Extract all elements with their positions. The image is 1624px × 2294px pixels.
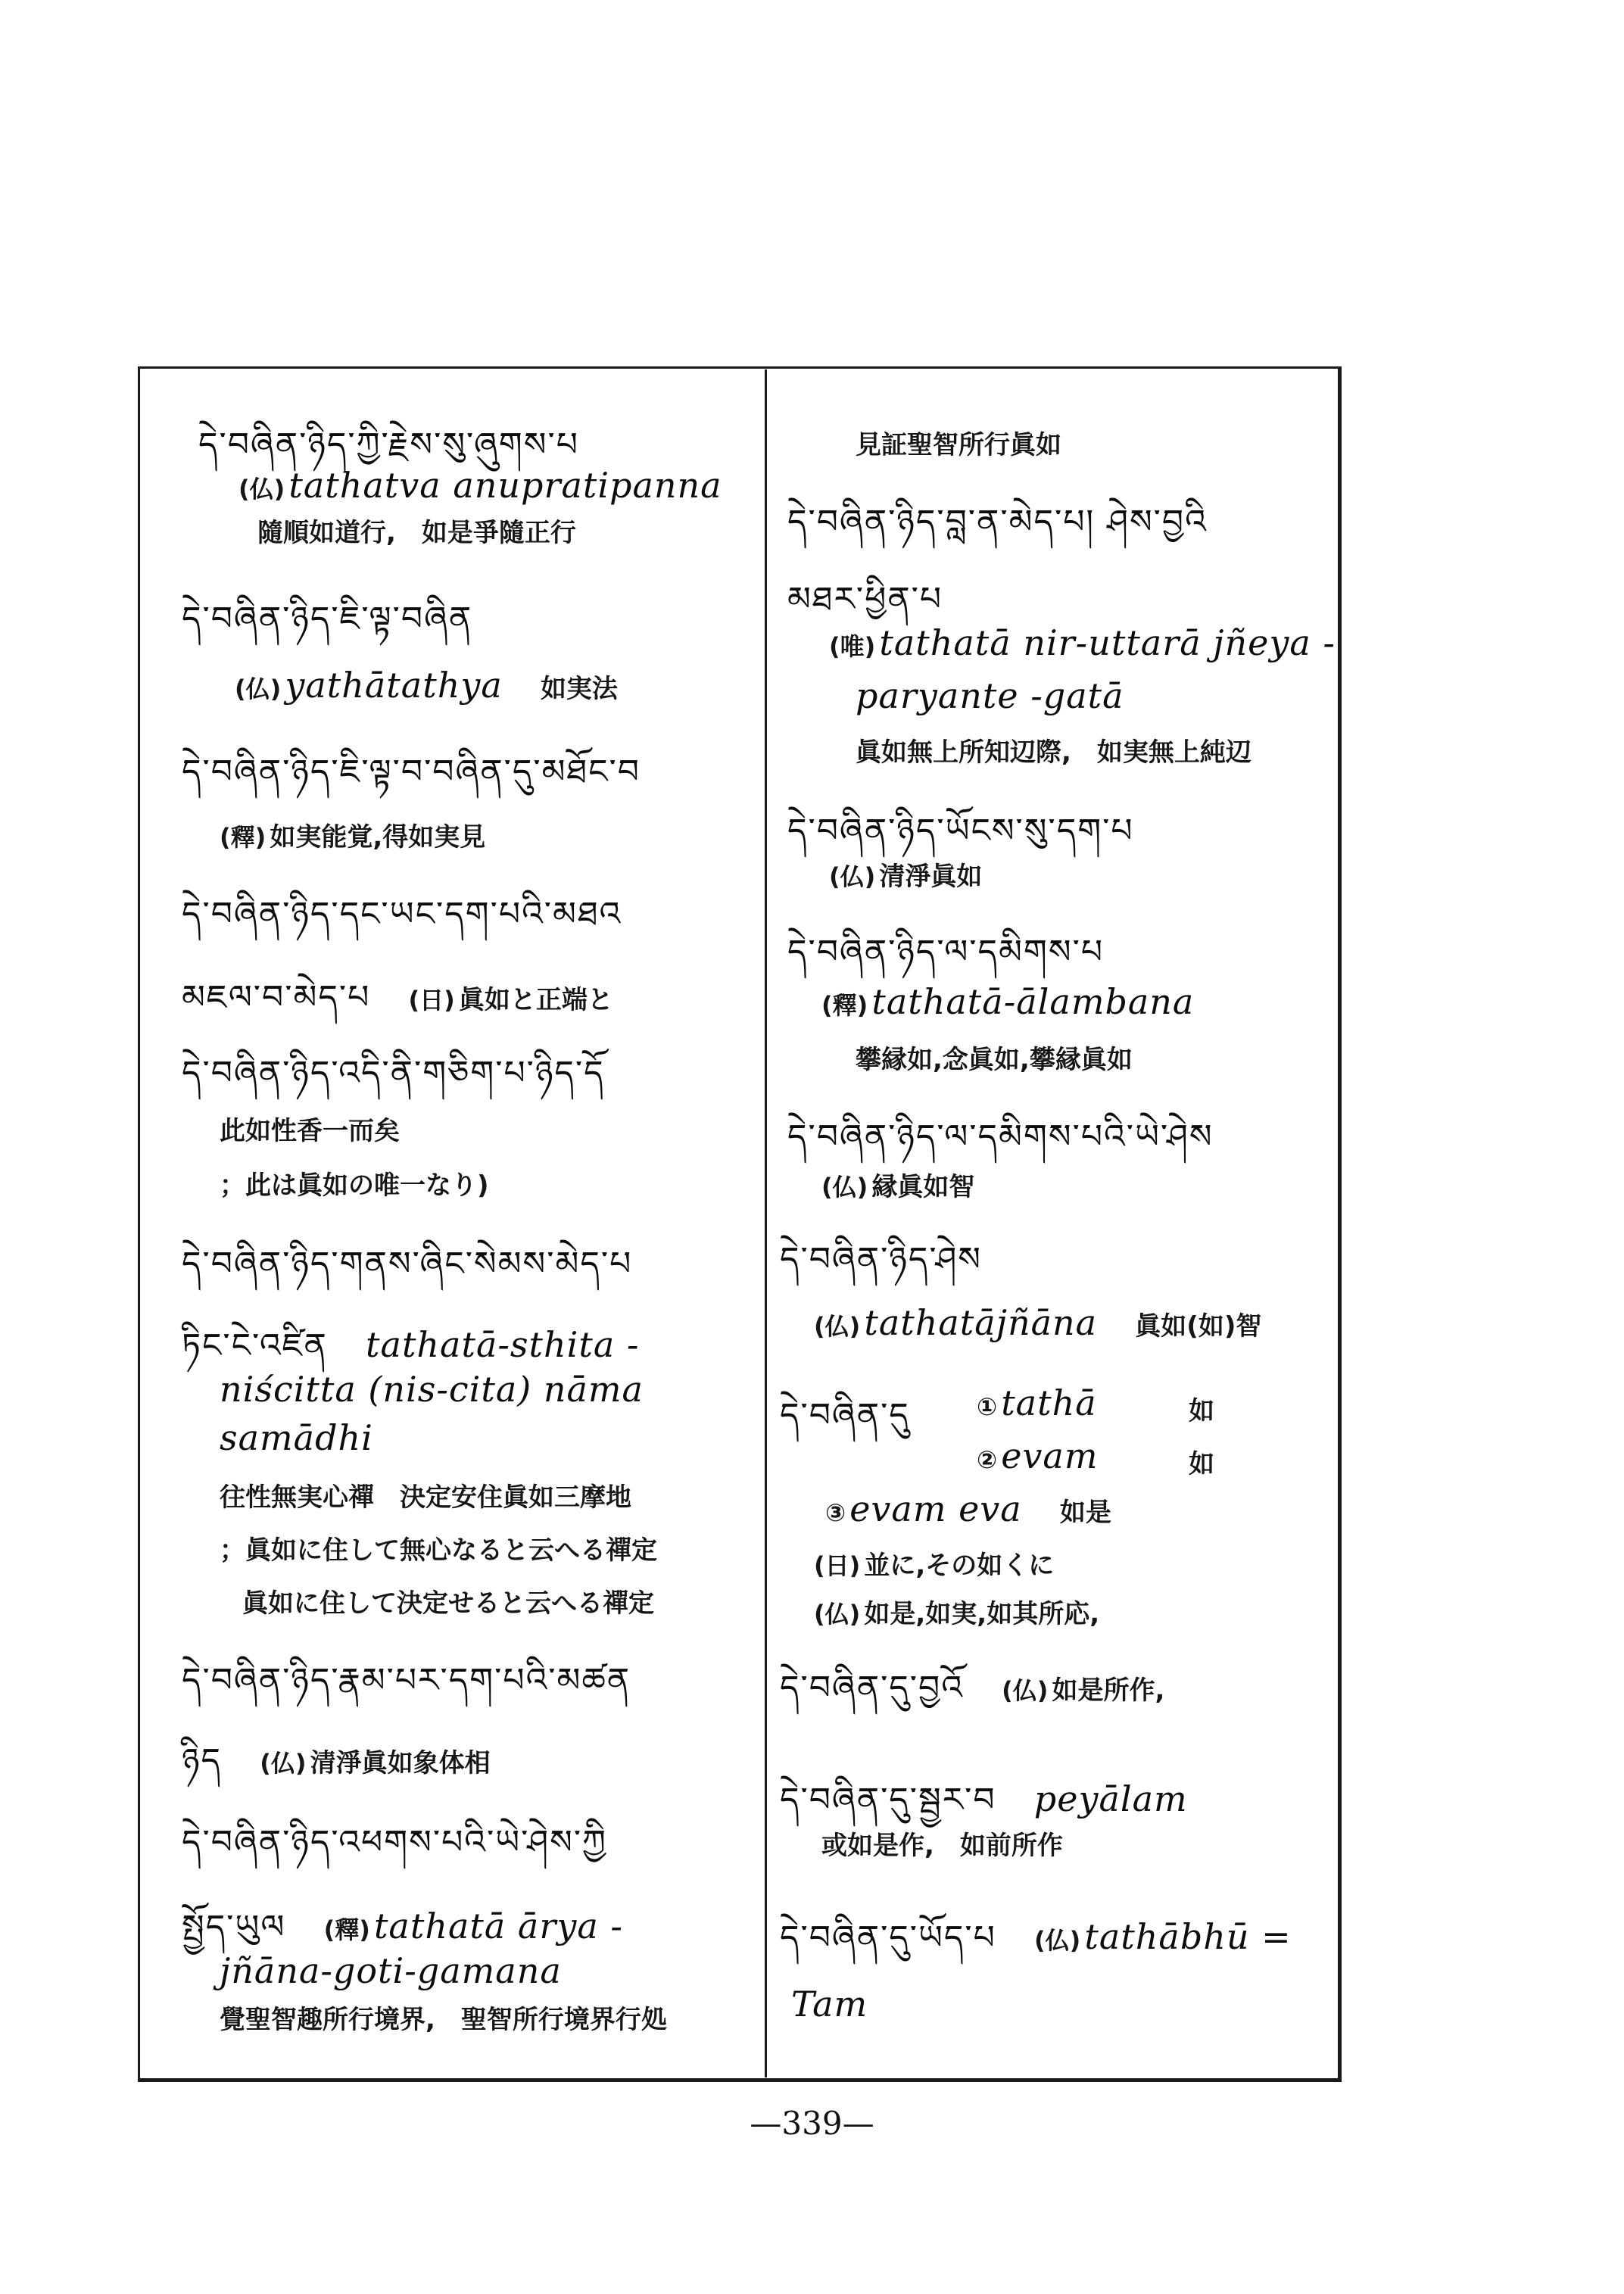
right-entry-7-tag-bu: (仏): [814, 1600, 861, 1629]
entry-1-sanskrit-line: [238, 465, 722, 506]
sense-1-number: ①: [977, 1392, 998, 1421]
right-entry-9-gloss: 或如是作, 如前所作: [821, 1831, 1063, 1861]
right-entry-10-tibetan: དེ་བཞིན་དུ་ཡོད་པ: [780, 1918, 996, 1957]
entry-4-tag: (日): [408, 986, 455, 1015]
entry-3-tibetan: དེ་བཞིན་ཉིད་ཇི་ལྟ་བ་བཞིན་དུ་མཐོང་བ: [182, 753, 641, 791]
entry-6-tibetan-cont: ཏིང་ངེ་འཛིན: [182, 1326, 328, 1365]
right-entry-7-sense-1: [977, 1382, 1097, 1423]
right-entry-6-sanskrit-line: [814, 1302, 1261, 1343]
right-entry-7-tibetan: དེ་བཞིན་དུ: [780, 1396, 910, 1435]
entry-7-tibetan-cont: ཉིད: [182, 1741, 223, 1780]
right-entry-3-tibetan: དེ་བཞིན་ཉིད་ཡོངས་སུ་དག་པ: [787, 812, 1134, 850]
right-entry-10-romanized-cont: Tam: [791, 1984, 868, 2024]
right-entry-5-gloss-line: [821, 1166, 974, 1203]
right-entry-7-buddhist-line: [814, 1593, 1099, 1630]
entry-4-gloss: 眞如と正端と: [458, 985, 613, 1015]
entry-3-gloss-line: [220, 816, 485, 853]
right-entry-4-romanized: tathatā-ālambana: [871, 981, 1195, 1022]
sense-3-number: ③: [825, 1498, 846, 1527]
right-entry-9-romanized: peyālam: [1033, 1778, 1188, 1819]
right-entry-3-gloss-line: [829, 856, 982, 893]
right-entry-7-gloss-bu: 如是,如実,如其所応,: [864, 1599, 1100, 1629]
right-entry-5-tag: (仏): [821, 1173, 868, 1202]
entry-7-tag: (仏): [260, 1749, 307, 1778]
right-entry-3-gloss: 清淨眞如: [879, 862, 983, 892]
entry-1-gloss: 隨順如道行, 如是爭隨正行: [257, 518, 576, 548]
right-entry-2-tibetan-cont: མཐར་ཕྱིན་པ: [787, 580, 943, 619]
right-entry-6-tibetan: དེ་བཞིན་ཉིད་ཤེས: [780, 1240, 982, 1279]
entry-3-gloss: 如実能覚,得如実見: [270, 822, 486, 852]
entry-7-gloss: 清淨眞如象体相: [310, 1748, 491, 1778]
right-entry-6-romanized: tathatājñāna: [864, 1302, 1098, 1343]
entry-6-gloss-japanese-b: 眞如に住して決定せると云へる禪定: [242, 1588, 654, 1619]
entry-8-gloss: 覺聖智趣所行境界, 聖智所行境界行処: [220, 2005, 667, 2035]
entry-6-gloss-chinese: 往性無実心禪 決定安住眞如三摩地: [220, 1482, 631, 1513]
sense-1-gloss: 如: [1189, 1396, 1214, 1426]
right-entry-7-japanese-line: [814, 1544, 1054, 1582]
entry-4-tibetan: དེ་བཞིན་ཉིད་དང་ཡང་དག་པའི་མཐའ: [182, 895, 622, 933]
right-entry-10-romanized: tathābhū =: [1084, 1916, 1292, 1957]
right-entry-4-tibetan: དེ་བཞིན་ཉིད་ལ་དམིགས་པ: [787, 933, 1105, 971]
right-entry-8-gloss: 如是所作,: [1052, 1675, 1165, 1706]
entry-1-romanized: tathatva anupratipanna: [288, 465, 722, 506]
sense-2-number: ②: [977, 1445, 998, 1474]
entry-4-tibetan-cont: མཇལ་བ་མེད་པ: [182, 978, 371, 1017]
entry-1-tag: (仏): [238, 475, 285, 503]
entry-5-tibetan: དེ་བཞིན་ཉིད་འདི་ནི་གཅིག་པ་ཉིད་དོ: [182, 1054, 605, 1092]
right-entry-8-line: [780, 1650, 1164, 1744]
right-entry-2-tag: (唯): [829, 632, 876, 661]
right-entry-5-tibetan: དེ་བཞིན་ཉིད་ལ་དམིགས་པའི་ཡེ་ཤེས: [787, 1117, 1214, 1156]
right-entry-4-gloss: 攀縁如,念眞如,攀縁眞如: [856, 1045, 1133, 1075]
right-entry-1-gloss: 見証聖智所行眞如: [856, 430, 1061, 460]
entry-8-romanized: tathatā ārya -: [373, 1906, 623, 1946]
entry-5-gloss-chinese: 此如性香一而矣: [220, 1116, 400, 1146]
sense-2-romanized: evam: [1001, 1435, 1099, 1476]
right-entry-8-tibetan: དེ་བཞིན་དུ་བྱའོ: [780, 1669, 964, 1707]
entry-7-second-line: [182, 1723, 491, 1817]
entry-8-romanized-cont: jñāna-goti-gamana: [220, 1950, 562, 1991]
right-entry-5-gloss: 縁眞如智: [871, 1172, 975, 1202]
entry-2-gloss: 如実法: [540, 674, 618, 704]
entry-2-tibetan: དེ་བཞིན་ཉིད་ཇི་ལྟ་བཞིན: [182, 600, 473, 638]
sense-2-gloss: 如: [1189, 1449, 1214, 1479]
entry-2-sanskrit-line: [235, 665, 618, 706]
right-entry-4-tag: (釋): [821, 991, 868, 1020]
right-entry-2-sanskrit-line: [829, 622, 1336, 663]
entry-5-gloss-japanese: ；此は眞如の唯一なり): [220, 1170, 489, 1201]
right-entry-7-gloss-jp: 並に,その如くに: [864, 1551, 1055, 1581]
entry-6-gloss-japanese-a: ；眞如に住して無心なると云へる禪定: [220, 1535, 657, 1566]
right-entry-4-sanskrit-line: [821, 981, 1194, 1022]
right-entry-7-sense-2: [977, 1435, 1098, 1476]
entry-2-tag: (仏): [235, 675, 282, 703]
right-entry-3-tag: (仏): [829, 862, 876, 891]
entry-2-romanized: yathātathya: [285, 665, 503, 706]
right-entry-10-tag: (仏): [1034, 1926, 1081, 1955]
entry-7-tibetan: དེ་བཞིན་ཉིད་རྣམ་པར་དག་པའི་མཚན: [182, 1661, 631, 1700]
right-entry-2-gloss: 眞如無上所知辺際, 如実無上純辺: [856, 737, 1252, 768]
right-entry-10-line: [780, 1900, 1292, 1994]
right-entry-7-tag-jp: (日): [814, 1551, 861, 1580]
sense-3-gloss: 如是: [1059, 1498, 1111, 1528]
entry-3-tag: (釋): [220, 823, 267, 852]
sense-1-romanized: tathā: [1001, 1382, 1097, 1423]
right-entry-6-tag: (仏): [814, 1312, 861, 1341]
entry-6-romanized-end: samādhi: [220, 1417, 373, 1458]
right-entry-8-tag: (仏): [1002, 1676, 1049, 1705]
right-entry-2-romanized-cont: paryante -gatā: [856, 675, 1124, 716]
right-entry-2-tibetan: དེ་བཞིན་ཉིད་བླ་ན་མེད་པ། ཤེས་བྱའི: [787, 503, 1208, 541]
right-entry-2-romanized: tathatā nir-uttarā jñeya -: [879, 622, 1336, 663]
entry-8-tibetan-cont: སྤྱོད་ཡུལ: [182, 1908, 286, 1946]
entry-6-tibetan: དེ་བཞིན་ཉིད་གནས་ཞིང་སེམས་མེད་པ: [182, 1245, 633, 1283]
column-divider: [765, 369, 767, 2077]
sense-3-romanized: evam eva: [849, 1488, 1022, 1529]
entry-6-romanized-cont: niścitta (nis-cita) nāma: [220, 1369, 644, 1410]
entry-8-tag: (釋): [323, 1915, 370, 1944]
entry-8-tibetan: དེ་བཞིན་ཉིད་འཕགས་པའི་ཡེ་ཤེས་ཀྱི: [182, 1823, 608, 1862]
entry-6-romanized: tathatā-sthita -: [366, 1324, 640, 1365]
entry-1-tibetan: དེ་བཞིན་ཉིད་ཀྱི་རྗེས་སུ་ཞུགས་པ: [198, 425, 579, 464]
page-number: —339—: [750, 2105, 874, 2142]
right-entry-6-gloss: 眞如(如)智: [1135, 1311, 1262, 1342]
right-entry-9-tibetan: དེ་བཞིན་དུ་སྦྱར་བ: [780, 1781, 996, 1819]
right-entry-7-sense-3: [825, 1488, 1111, 1529]
